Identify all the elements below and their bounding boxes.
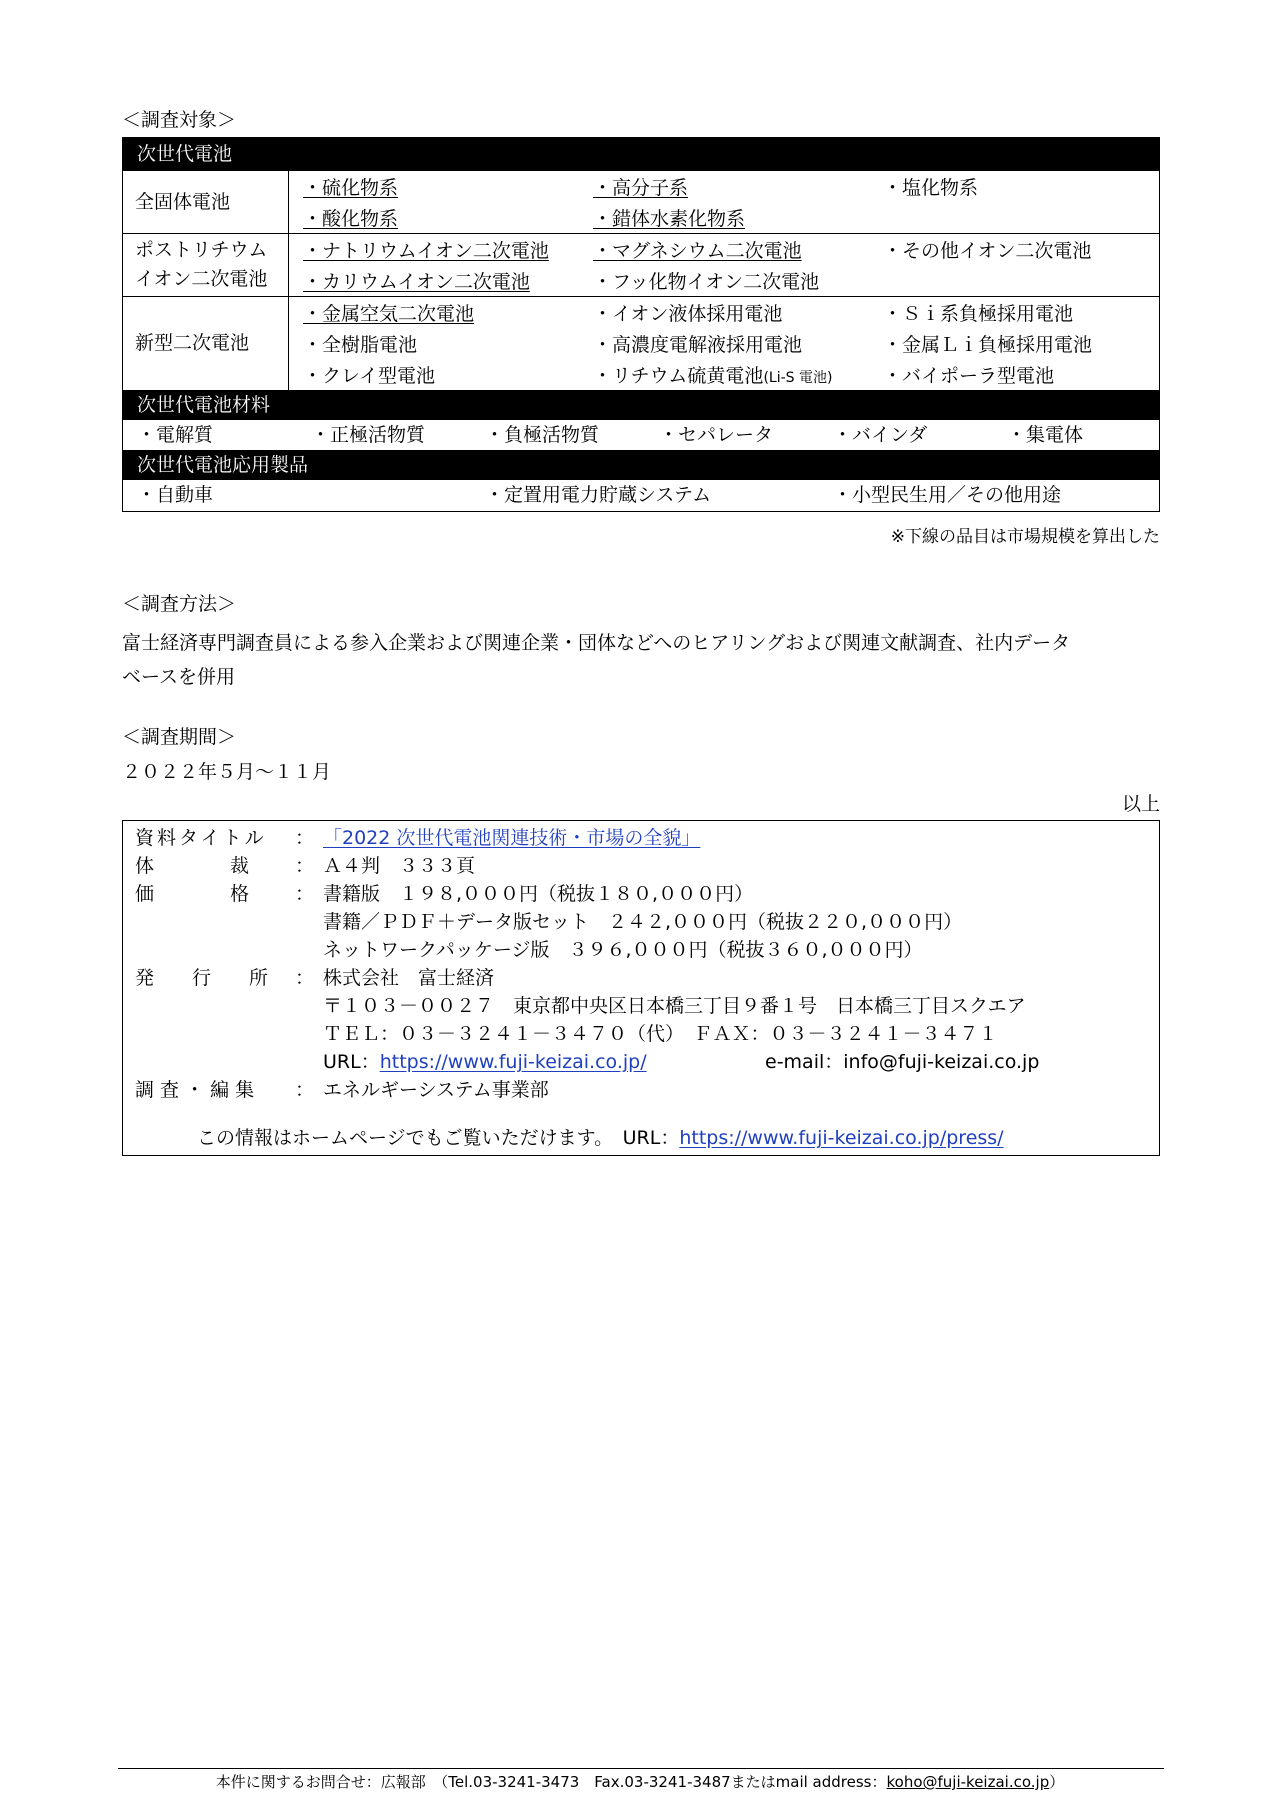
list-item: ・電解質 <box>137 424 214 446</box>
list-item: ・自動車 <box>137 484 214 506</box>
list-item: ・小型民生用／その他用途 <box>833 484 1062 506</box>
method-line: 富士経済専門調査員による参入企業および関連企業・団体などへのヒアリングおよび関連文献調査、社内データ <box>122 632 1071 654</box>
list-item: ・定置用電力貯蔵システム <box>485 484 712 506</box>
footer-text-end: ） <box>1049 1773 1065 1791</box>
category-label-line1: ポストリチウム <box>135 239 268 261</box>
publisher-tel-fax: ＴＥＬ：０３－３２４１－３４７０（代） ＦＡＸ：０３－３２４１－３４７１ <box>323 1023 998 1045</box>
email-text: e-mail：info@fuji-keizai.co.jp <box>765 1051 1040 1073</box>
list-item: ・クレイ型電池 <box>303 365 436 387</box>
category-label: 全固体電池 <box>135 190 231 213</box>
survey-target-heading: ＜調査対象＞ <box>122 109 237 131</box>
list-item: ・酸化物系 <box>303 208 399 230</box>
colon: ： <box>295 883 315 905</box>
list-item: ・金属空気二次電池 <box>303 303 475 325</box>
period-value: ２０２２年５月～１１月 <box>122 761 332 783</box>
list-item: ・その他イオン二次電池 <box>883 240 1092 262</box>
products-header: 次世代電池応用製品 <box>123 450 1159 480</box>
price-label: 価 格 <box>135 883 250 905</box>
method-heading: ＜調査方法＞ <box>122 593 237 615</box>
method-line: ベースを併用 <box>122 666 236 688</box>
homepage-url-prefix: URL： <box>622 1127 680 1149</box>
list-item: ・フッ化物イオン二次電池 <box>593 271 820 293</box>
press-url-link[interactable]: https://www.fuji-keizai.co.jp/press/ <box>679 1127 1004 1149</box>
category-label: 新型二次電池 <box>135 332 250 354</box>
homepage-note: この情報はホームページでもご覧いただけます。 <box>197 1127 604 1149</box>
company-url-link[interactable]: https://www.fuji-keizai.co.jp/ <box>379 1051 647 1073</box>
publisher-address: 〒１０３－００２７ 東京都中央区日本橋三丁目９番１号 日本橋三丁目スクエア <box>323 995 1026 1017</box>
category-cell <box>123 234 289 296</box>
closing-text: 以上 <box>1121 793 1160 815</box>
items-cell <box>289 297 1159 390</box>
publisher-url-line <box>323 1049 647 1075</box>
homepage-note-line <box>197 1125 1004 1151</box>
underline-note: ※下線の品目は市場規模を算出した <box>890 527 1160 547</box>
format-label: 体 裁 <box>135 855 250 877</box>
list-item: ・高濃度電解液採用電池 <box>593 334 803 356</box>
publication-info-box <box>122 820 1160 1156</box>
editor-label: 調 査 ・ 編 集 <box>135 1079 255 1101</box>
format-value: Ａ４判 ３３３頁 <box>323 855 476 877</box>
editor-value: エネルギーシステム事業部 <box>323 1079 549 1101</box>
items-cell <box>289 171 1159 233</box>
list-item: ・リチウム硫黄電池 <box>593 365 764 387</box>
price-line: 書籍／ＰＤＦ＋データ版セット ２４２,０００円（税抜２２０,０００円） <box>323 911 963 933</box>
publisher-label: 発 行 所 <box>135 967 269 989</box>
footer-text: 本件に関するお問合せ：広報部 （Tel.03-3241-3473 Fax.03-3241-3487またはmail address： <box>215 1773 887 1791</box>
list-item: ・Ｓｉ系負極採用電池 <box>883 303 1074 325</box>
colon: ： <box>295 1079 315 1101</box>
materials-row <box>123 420 1159 450</box>
url-prefix: URL： <box>323 1051 380 1073</box>
method-text <box>122 626 1070 694</box>
list-item: ・正極活物質 <box>311 424 426 446</box>
category-cell <box>123 297 289 390</box>
battery-row-new-type <box>123 296 1159 390</box>
list-item: ・バイポーラ型電池 <box>883 365 1055 387</box>
list-item: ・イオン液体採用電池 <box>593 303 783 325</box>
list-item: ・錯体水素化物系 <box>593 208 746 230</box>
price-line: 書籍版 １９８,０００円（税抜１８０,０００円） <box>323 883 754 905</box>
title-label: 資料タイトル <box>135 827 267 849</box>
publication-title-link[interactable]: 「2022 次世代電池関連技術・市場の全貌」 <box>323 827 701 849</box>
colon: ： <box>295 855 315 877</box>
category-label-line2: イオン二次電池 <box>135 268 268 290</box>
survey-target-table <box>122 137 1160 512</box>
list-item: ・カリウムイオン二次電池 <box>303 271 530 293</box>
battery-row-post-lithium <box>123 233 1159 296</box>
list-item: ・セパレータ <box>659 424 774 446</box>
list-item: ・全樹脂電池 <box>303 334 418 356</box>
list-item: ・集電体 <box>1007 424 1084 446</box>
footer-email-link[interactable]: koho@fuji-keizai.co.jp <box>886 1773 1050 1791</box>
list-item: ・塩化物系 <box>883 177 979 199</box>
list-item-note: (Li-S 電池) <box>763 370 833 386</box>
list-item: ・マグネシウム二次電池 <box>593 240 802 262</box>
items-cell <box>289 234 1159 296</box>
period-heading: ＜調査期間＞ <box>122 726 237 748</box>
list-item: ・硫化物系 <box>303 177 399 199</box>
battery-row-all-solid <box>123 170 1159 233</box>
price-line: ネットワークパッケージ版 ３９６,０００円（税抜３６０,０００円） <box>323 939 923 961</box>
products-row <box>123 480 1159 511</box>
colon: ： <box>295 827 315 849</box>
list-item: ・ナトリウムイオン二次電池 <box>303 240 549 262</box>
publisher-name: 株式会社 富士経済 <box>323 967 495 989</box>
list-item: ・金属Ｌｉ負極採用電池 <box>883 334 1093 356</box>
category-cell <box>123 171 289 233</box>
colon: ： <box>295 967 315 989</box>
materials-header: 次世代電池材料 <box>123 390 1159 420</box>
footer-rule <box>118 1768 1164 1769</box>
next-gen-battery-header: 次世代電池 <box>123 138 1159 170</box>
list-item: ・バインダ <box>833 424 928 446</box>
footer-contact <box>0 1772 1280 1792</box>
list-item: ・負極活物質 <box>485 424 600 446</box>
list-item: ・高分子系 <box>593 177 689 199</box>
